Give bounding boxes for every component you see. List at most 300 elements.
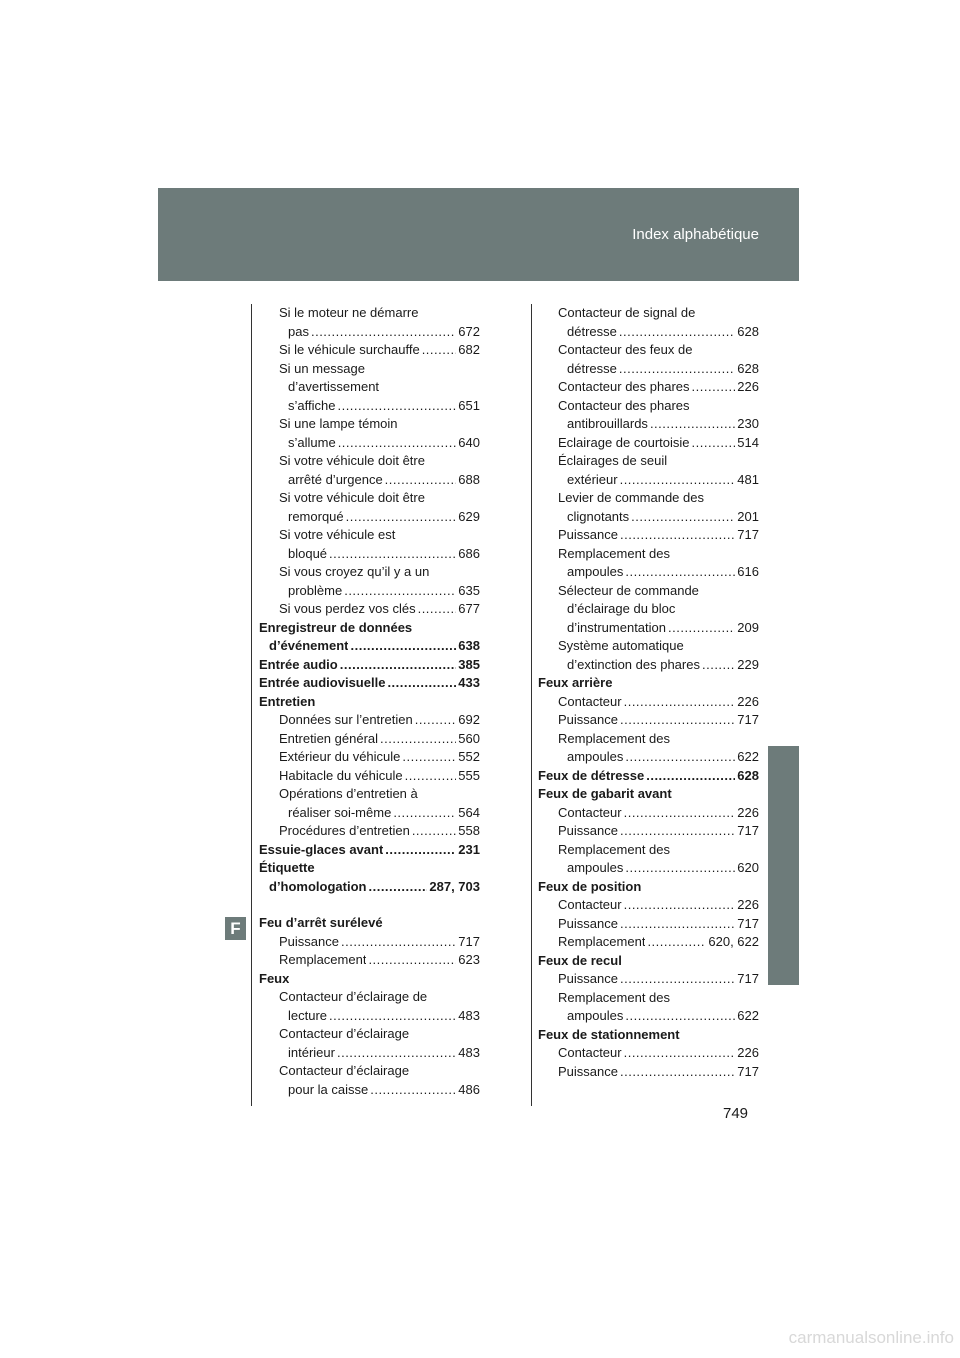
index-entry [538, 693, 759, 712]
leader-dots [650, 415, 735, 434]
index-page-ref: 638 [458, 638, 480, 653]
index-entry [259, 933, 480, 952]
leader-dots [418, 600, 457, 619]
index-entry-line: Si une lampe témoin [279, 416, 398, 431]
index-entry-term [259, 323, 480, 342]
index-entry-line: Contacteur d’éclairage [279, 1026, 410, 1041]
index-term-label: Contacteur des phares [558, 379, 690, 394]
index-term-label: Feux de position [538, 878, 642, 894]
leader-dots [311, 323, 456, 342]
leader-dots [422, 341, 457, 360]
index-entry [259, 1062, 480, 1099]
index-term-label: ampoules [567, 564, 624, 579]
leader-dots [329, 1007, 456, 1026]
index-page-ref: 483 [458, 1007, 480, 1023]
index-page-ref: 635 [458, 582, 480, 598]
leader-dots [329, 545, 456, 564]
index-term-label: Feux arrière [538, 675, 613, 690]
leader-dots [620, 471, 736, 490]
leader-dots [624, 1044, 736, 1063]
leader-dots [702, 656, 735, 675]
index-term-label: d’homologation [269, 878, 367, 894]
index-entry-term [259, 693, 480, 712]
index-term-label: Puissance [558, 527, 618, 542]
index-entry [538, 341, 759, 378]
leader-dots [350, 637, 456, 656]
index-page-ref: 717 [737, 1063, 759, 1079]
index-entry [259, 415, 480, 452]
leader-dots [338, 434, 457, 453]
index-page-ref: 717 [737, 712, 759, 727]
leader-dots [337, 1044, 456, 1063]
index-entry-line: Remplacement des [558, 545, 670, 561]
index-entry-line: Si votre véhicule doit être [279, 490, 425, 505]
index-page-ref: 201 [737, 508, 759, 524]
leader-dots [346, 508, 457, 527]
index-entry-line: Si votre véhicule est [279, 527, 396, 542]
index-entry-line: Remplacement des [558, 989, 670, 1005]
index-entry-line: Remplacement des [558, 730, 670, 746]
index-entry [538, 767, 759, 786]
index-term-label: Puissance [558, 712, 618, 727]
index-entry [259, 748, 480, 767]
index-term-label: Puissance [558, 823, 618, 838]
index-entry [259, 304, 480, 341]
index-term-label: Entrée audio [259, 656, 338, 672]
index-term-label: lecture [288, 1007, 328, 1023]
index-term-label: d’extinction des phares [567, 656, 700, 672]
leader-dots [385, 471, 457, 490]
index-entry-term [538, 563, 759, 582]
index-page-ref: 623 [458, 952, 480, 967]
index-entry [259, 526, 480, 563]
index-page-ref: 483 [458, 1044, 480, 1060]
index-entry-term [259, 711, 480, 730]
index-page-ref: 385 [458, 656, 480, 672]
index-entry-term [259, 1081, 480, 1100]
index-page-ref: 622 [737, 1008, 759, 1023]
index-entry-term [259, 397, 480, 416]
index-entry-term [259, 1044, 480, 1063]
index-entry-line: Enregistreur de données [259, 619, 413, 635]
index-entry [538, 711, 759, 730]
index-page-ref: 620 [737, 860, 759, 875]
index-entry-term [538, 323, 759, 342]
leader-dots [402, 748, 456, 767]
index-entry-term [259, 933, 480, 952]
index-term-label: détresse [567, 360, 617, 376]
index-term-label: Entrée audiovisuelle [259, 675, 386, 690]
index-entry-term [538, 360, 759, 379]
index-entry-term [259, 582, 480, 601]
leader-dots [625, 563, 735, 582]
index-entry [538, 434, 759, 453]
index-page-ref: 629 [458, 508, 480, 524]
index-entry-term [538, 378, 759, 397]
index-page-ref: 226 [737, 379, 759, 394]
index-page-ref: 628 [737, 360, 759, 376]
index-term-label: Habitacle du véhicule [279, 767, 403, 783]
leader-dots [620, 526, 735, 545]
watermark: carmanualsonline.info [788, 1328, 954, 1347]
index-entry-term [538, 970, 759, 989]
index-entry-term [538, 415, 759, 434]
index-entry-term [259, 656, 480, 675]
index-entry-term [538, 822, 759, 841]
index-term-label: Feu d’arrêt surélevé [259, 915, 383, 930]
index-term-label: Contacteur [558, 1045, 622, 1060]
leader-dots [344, 582, 456, 601]
index-entry [259, 563, 480, 600]
index-page-ref: 481 [737, 471, 759, 487]
index-entry [259, 489, 480, 526]
index-entry [259, 914, 480, 933]
index-entry [538, 822, 759, 841]
leader-dots [624, 693, 736, 712]
index-entry [538, 397, 759, 434]
index-page-ref: 564 [458, 804, 480, 820]
index-term-label: Puissance [279, 933, 339, 949]
index-page-ref: 226 [737, 804, 759, 820]
index-term-label: pour la caisse [288, 1081, 369, 1097]
index-page-ref: 558 [458, 823, 480, 838]
index-entry [259, 619, 480, 656]
leader-dots [393, 804, 456, 823]
index-entry-term [259, 600, 480, 619]
leader-dots [620, 970, 735, 989]
index-page-ref: 672 [458, 323, 480, 339]
index-page-ref: 552 [458, 749, 480, 764]
index-entry [538, 489, 759, 526]
index-term-label: Puissance [558, 1063, 618, 1079]
index-entry-line: Si votre véhicule doit être [279, 453, 425, 468]
index-entry-line: Opérations d’entretien à [279, 786, 418, 801]
index-term-label: remorqué [288, 508, 344, 524]
index-entry-term [538, 526, 759, 545]
index-entry-term [259, 804, 480, 823]
page-number: 749 [723, 1105, 749, 1122]
index-entry [538, 785, 759, 804]
index-entry [259, 730, 480, 749]
index-page-ref: 287, 703 [429, 878, 480, 894]
index-entry-term [538, 748, 759, 767]
leader-dots [405, 767, 457, 786]
index-term-label: ampoules [567, 749, 624, 764]
index-page-ref: 717 [737, 971, 759, 986]
index-page-ref: 486 [458, 1081, 480, 1097]
index-entry-term [538, 896, 759, 915]
index-term-label: Feux de recul [538, 952, 622, 968]
index-entry-term [538, 878, 759, 897]
header-band [158, 188, 799, 281]
index-entry [259, 841, 480, 860]
index-entry [538, 933, 759, 952]
index-entry-term [259, 471, 480, 490]
index-page-ref: 231 [458, 841, 480, 857]
leader-dots [647, 933, 706, 952]
index-entry [538, 804, 759, 823]
index-entry [538, 582, 759, 638]
index-entry [538, 1044, 759, 1063]
index-entry-term [538, 933, 759, 952]
index-page-ref: 514 [737, 434, 759, 450]
index-entry-term [538, 508, 759, 527]
index-entry [259, 970, 480, 989]
index-term-label: détresse [567, 323, 617, 339]
index-entry [259, 341, 480, 360]
index-entry [538, 1026, 759, 1045]
section-tab [768, 746, 799, 985]
leader-dots [380, 730, 456, 749]
leader-dots [620, 822, 735, 841]
index-column-left [259, 304, 480, 1099]
index-term-label: Contacteur [558, 693, 622, 709]
index-page-ref: 651 [458, 397, 480, 413]
index-term-label: Données sur l’entretien [279, 712, 413, 727]
index-term-label: arrêté d’urgence [288, 471, 383, 487]
index-term-label: clignotants [567, 508, 630, 524]
index-page-ref: 433 [458, 675, 480, 690]
index-term-label: Contacteur [558, 804, 622, 820]
leader-dots [368, 951, 456, 970]
index-entry [259, 767, 480, 786]
index-entry-term [538, 693, 759, 712]
leader-dots [341, 933, 456, 952]
index-entry [538, 1063, 759, 1082]
index-page-ref: 555 [458, 767, 480, 783]
index-page-ref: 692 [458, 712, 480, 727]
index-entry [538, 674, 759, 693]
index-entry-term [259, 841, 480, 860]
index-entry-term [538, 915, 759, 934]
leader-dots [668, 619, 735, 638]
leader-dots [625, 748, 735, 767]
index-page-ref: 226 [737, 1045, 759, 1060]
index-term-label: Si le véhicule surchauffe [279, 342, 420, 357]
index-page-ref: 616 [737, 564, 759, 579]
leader-dots [620, 1063, 735, 1082]
index-term-label: Puissance [558, 915, 618, 931]
index-page-ref: 677 [458, 601, 480, 616]
index-term-label: Essuie-glaces avant [259, 841, 384, 857]
index-entry [259, 674, 480, 693]
index-entry-line: Contacteur des phares [558, 397, 690, 413]
index-term-label: Feux de détresse [538, 767, 645, 783]
index-entry [259, 785, 480, 822]
index-entry-line: Remplacement des [558, 841, 670, 857]
leader-dots [415, 711, 457, 730]
index-page-ref: 620, 622 [708, 934, 759, 949]
index-entry-line: Sélecteur de commande [558, 582, 699, 598]
index-entry-term [538, 471, 759, 490]
index-entry-line: Éclairages de seuil [558, 453, 668, 468]
index-entry [538, 970, 759, 989]
index-term-label: d’événement [269, 638, 349, 653]
index-page-ref: 640 [458, 434, 480, 450]
index-entry-term [259, 434, 480, 453]
index-term-label: Entretien [259, 693, 316, 709]
index-entry-term [259, 508, 480, 527]
leader-dots [625, 1007, 735, 1026]
leader-dots [387, 674, 456, 693]
index-entry-line: Levier de commande des [558, 490, 704, 505]
leader-dots [624, 804, 736, 823]
index-term-label: ampoules [567, 860, 624, 875]
index-term-label: Feux [259, 970, 290, 986]
index-page-ref: 628 [737, 323, 759, 339]
index-page-ref: 628 [737, 767, 759, 783]
index-entry-term [259, 1007, 480, 1026]
index-entry-line: d’éclairage du bloc [567, 601, 676, 616]
index-entry-term [538, 952, 759, 971]
column-divider-left [251, 304, 252, 1106]
leader-dots [624, 896, 736, 915]
index-term-label: réaliser soi-même [288, 804, 392, 820]
leader-dots [692, 378, 736, 397]
leader-dots [631, 508, 735, 527]
index-entry-term [259, 767, 480, 786]
index-term-label: Remplacement [558, 934, 646, 949]
leader-dots [692, 434, 736, 453]
index-entry-term [538, 656, 759, 675]
index-entry [538, 637, 759, 674]
index-entry-line: Étiquette [259, 860, 315, 875]
index-entry-term [538, 1044, 759, 1063]
index-entry [538, 989, 759, 1026]
index-entry [259, 656, 480, 675]
leader-dots [620, 915, 735, 934]
index-entry [538, 952, 759, 971]
index-entry [259, 822, 480, 841]
index-entry-term [538, 619, 759, 638]
index-entry [259, 896, 480, 914]
index-term-label: s’allume [288, 434, 336, 450]
index-entry-term [538, 674, 759, 693]
leader-dots [340, 656, 457, 675]
index-entry-term [259, 637, 480, 656]
index-entry-line: Contacteur de signal de [558, 305, 696, 320]
index-term-label: Entretien général [279, 730, 379, 746]
index-entry [538, 896, 759, 915]
index-entry [538, 526, 759, 545]
column-divider-right [531, 304, 532, 1106]
index-entry-term [538, 804, 759, 823]
index-entry-line: Contacteur d’éclairage de [279, 989, 428, 1004]
header-title: Index alphabétique [632, 226, 759, 243]
index-entry [259, 859, 480, 896]
index-page-ref: 622 [737, 749, 759, 764]
index-page-ref: 688 [458, 471, 480, 487]
leader-dots [619, 360, 735, 379]
index-entry [538, 304, 759, 341]
section-letter-badge: F [225, 917, 246, 940]
index-entry-line: Si un message [279, 360, 365, 376]
index-entry [259, 1025, 480, 1062]
index-entry-term [538, 1063, 759, 1082]
index-entry-term [538, 1026, 759, 1045]
leader-dots [337, 397, 456, 416]
index-entry [259, 951, 480, 970]
index-page-ref: 717 [737, 823, 759, 838]
index-page-ref: 682 [458, 342, 480, 357]
index-entry-term [538, 785, 759, 804]
index-term-label: antibrouillards [567, 416, 648, 431]
index-entry-term [259, 914, 480, 933]
leader-dots [619, 323, 735, 342]
leader-dots [370, 1081, 456, 1100]
index-entry-line: Si vous croyez qu’il y a un [279, 564, 430, 579]
index-term-label: Eclairage de courtoisie [558, 434, 690, 450]
index-term-label: Contacteur [558, 897, 622, 912]
index-entry-term [259, 951, 480, 970]
index-entry [538, 452, 759, 489]
index-entry-line: Contacteur d’éclairage [279, 1063, 410, 1078]
index-entry-term [259, 545, 480, 564]
index-page-ref: 209 [737, 619, 759, 635]
index-page-ref: 717 [737, 527, 759, 542]
index-term-label: ampoules [567, 1008, 624, 1023]
index-entry [538, 878, 759, 897]
index-entry-line: Contacteur des feux de [558, 342, 693, 357]
index-term-label: intérieur [288, 1044, 335, 1060]
index-term-label: Extérieur du véhicule [279, 749, 401, 764]
index-entry [259, 988, 480, 1025]
index-page-ref: 229 [737, 656, 759, 672]
index-term-label: s’affiche [288, 397, 336, 413]
index-page-ref: 717 [737, 915, 759, 931]
index-page-ref: 717 [458, 933, 480, 949]
index-term-label: Remplacement [279, 952, 367, 967]
index-entry [538, 378, 759, 397]
index-page-ref: 226 [737, 693, 759, 709]
index-entry-term [259, 970, 480, 989]
index-entry-line: d’avertissement [288, 379, 380, 394]
index-entry-line: Si le moteur ne démarre [279, 305, 419, 320]
index-entry-term [538, 859, 759, 878]
leader-dots [620, 711, 735, 730]
index-entry [538, 841, 759, 878]
index-term-label: Feux de gabarit avant [538, 786, 672, 801]
leader-dots [646, 767, 735, 786]
index-entry-term [259, 822, 480, 841]
index-term-label: Puissance [558, 971, 618, 986]
index-column-right [538, 304, 759, 1081]
index-page-ref: 686 [458, 545, 480, 561]
index-term-label: d’instrumentation [567, 619, 666, 635]
leader-dots [412, 822, 456, 841]
index-entry-line: Système automatique [558, 638, 684, 653]
index-term-label: pas [288, 323, 309, 339]
index-page-ref: 226 [737, 897, 759, 912]
index-entry [259, 693, 480, 712]
index-entry-term [259, 341, 480, 360]
index-entry-term [538, 711, 759, 730]
index-entry-term [259, 748, 480, 767]
leader-dots [385, 841, 456, 860]
index-page-ref: 560 [458, 730, 480, 746]
index-entry-term [538, 434, 759, 453]
index-term-label: problème [288, 582, 343, 598]
index-entry [538, 545, 759, 582]
index-term-label: Procédures d’entretien [279, 823, 410, 838]
index-entry-term [538, 1007, 759, 1026]
index-term-label: extérieur [567, 471, 618, 487]
index-entry-term [259, 730, 480, 749]
index-entry [538, 915, 759, 934]
index-entry-term [538, 767, 759, 786]
index-entry-term [259, 674, 480, 693]
index-page-ref: 230 [737, 416, 759, 431]
